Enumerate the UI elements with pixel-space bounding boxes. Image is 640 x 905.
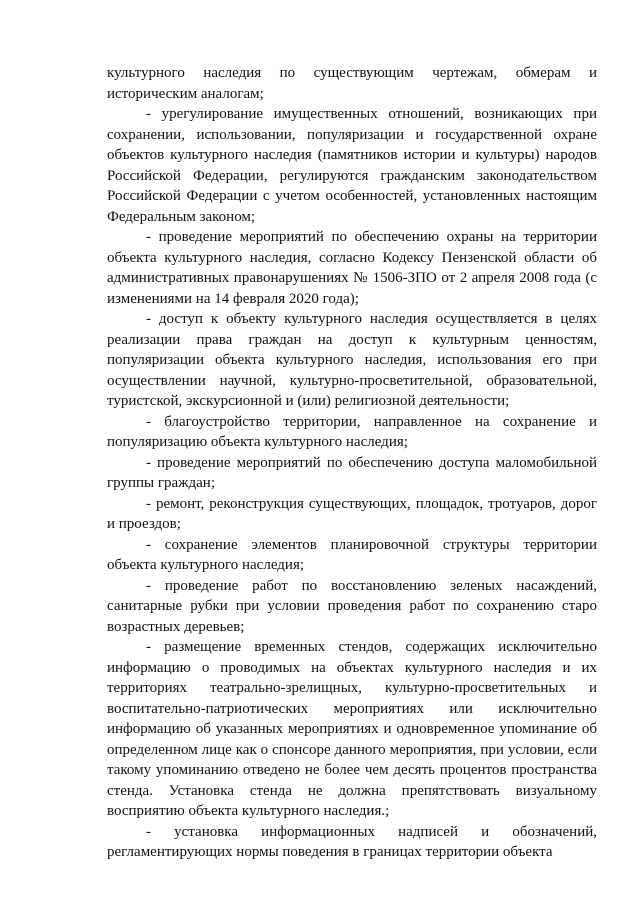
paragraph-continuation: культурного наследия по существующим чертежам, обмерам и историческим аналогам; <box>107 65 597 102</box>
paragraph-information-signs: - установка информационных надписей и обозначений, регламентирующих нормы поведения в границах территории объекта <box>107 823 597 860</box>
paragraph-planning-structure: - сохранение элементов планировочной структуры территории объекта культурного наследия; <box>107 536 597 573</box>
paragraph-property-relations: - урегулирование имущественных отношений, возникающих при сохранении, использовании, популяризации и государственной охране объектов культурного наследия (памятников истории и культуры) народов Российской Федерации, регулируются гражданским законодательством Российской Федерации с учетом особенностей, установленных настоящим Федеральным законом; <box>107 106 597 225</box>
paragraph-accessibility: - проведение мероприятий по обеспечению доступа маломобильной группы граждан; <box>107 454 597 491</box>
paragraph-repair: - ремонт, реконструкция существующих, площадок, тротуаров, дорог и проездов; <box>107 495 597 532</box>
paragraph-landscaping: - благоустройство территории, направленное на сохранение и популяризацию объекта культурного наследия; <box>107 413 597 450</box>
document-page <box>107 63 597 863</box>
paragraph-green-spaces: - проведение работ по восстановлению зеленых насаждений, санитарные рубки при условии проведения работ по сохранению старо возрастных деревьев; <box>107 577 597 635</box>
paragraph-temporary-stands: - размещение временных стендов, содержащих исключительно информацию о проводимых на объектах культурного наследия и их территориях театрально-зрелищных, культурно-просветительных и воспитательно-патриотических мероприятиях или исключительно информацию об указанных мероприятиях и одновременное упоминание об определенном лице как о спонсоре данного мероприятия, при условии, если такому упоминанию отведено не более чем десять процентов пространства стенда. Установка стенда не должна препятствовать визуальному восприятию объекта культурного наследия.; <box>107 639 597 819</box>
paragraph-access: - доступ к объекту культурного наследия осуществляется в целях реализации права граждан на доступ к культурным ценностям, популяризации объекта культурного наследия, использования его при осуществлении научной, культурно-просветительной, образовательной, туристской, экскурсионной и (или) религиозной деятельности; <box>107 311 597 409</box>
paragraph-security-measures: - проведение мероприятий по обеспечению охраны на территории объекта культурного наследия, согласно Кодексу Пензенской области об административных правонарушениях № 1506-ЗПО от 2 апреля 2008 года (с изменениями на 14 февраля 2020 года); <box>107 229 597 307</box>
